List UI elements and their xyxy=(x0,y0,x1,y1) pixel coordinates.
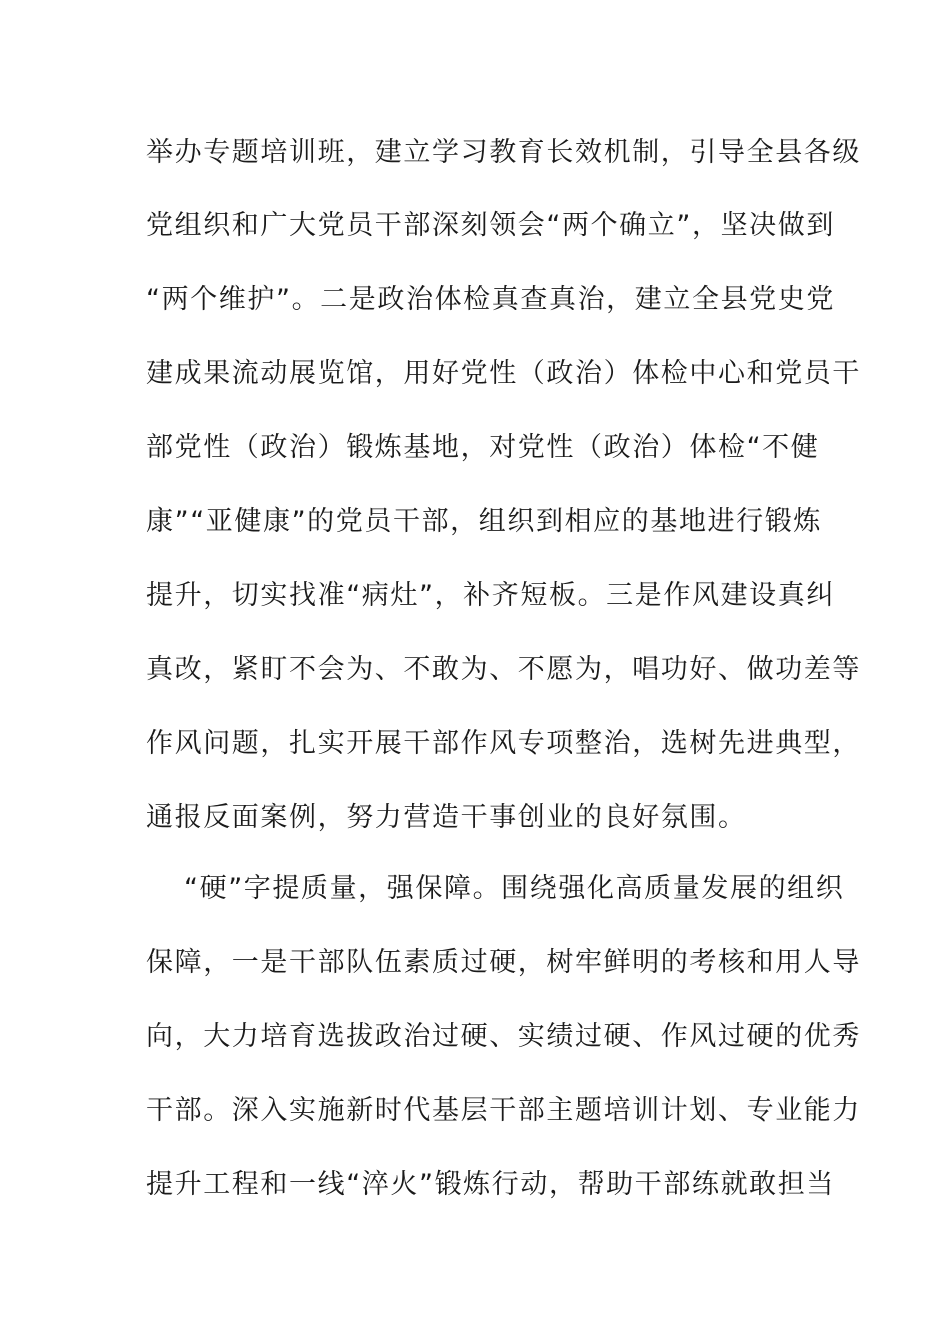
text-line-3: “两个维护”。二是政治体检真查真治，建立全县党史党 xyxy=(146,284,835,315)
text-line-9: 作风问题，扎实开展干部作风专项整治，选树先进典型， xyxy=(146,728,861,759)
text-line-14: 干部。深入实施新时代基层干部主题培训计划、专业能力 xyxy=(146,1095,861,1126)
text-line-13: 向，大力培育选拔政治过硬、实绩过硬、作风过硬的优秀 xyxy=(146,1021,861,1052)
text-line-1: 举办专题培训班，建立学习教育长效机制，引导全县各级 xyxy=(146,137,861,168)
text-line-5: 部党性（政治）锻炼基地，对党性（政治）体检“不健 xyxy=(146,432,820,463)
text-line-6: 康”“亚健康”的党员干部，组织到相应的基地进行锻炼 xyxy=(146,506,822,537)
text-line-4: 建成果流动展览馆，用好党性（政治）体检中心和党员干 xyxy=(146,358,861,389)
text-line-15: 提升工程和一线“淬火”锻炼行动，帮助干部练就敢担当 xyxy=(146,1169,835,1200)
text-line-10: 通报反面案例，努力营造干事创业的良好氛围。 xyxy=(146,802,747,833)
paragraph-first-line: “硬”字提质量，强保障。围绕强化高质量发展的组织 xyxy=(184,873,845,904)
text-line-7: 提升，切实找准“病灶”，补齐短板。三是作风建设真纠 xyxy=(146,580,835,611)
text-line-8: 真改，紧盯不会为、不敢为、不愿为，唱功好、做功差等 xyxy=(146,654,861,685)
text-line-12: 保障，一是干部队伍素质过硬，树牢鲜明的考核和用人导 xyxy=(146,947,861,978)
text-line-2: 党组织和广大党员干部深刻领会“两个确立”，坚决做到 xyxy=(146,210,835,241)
